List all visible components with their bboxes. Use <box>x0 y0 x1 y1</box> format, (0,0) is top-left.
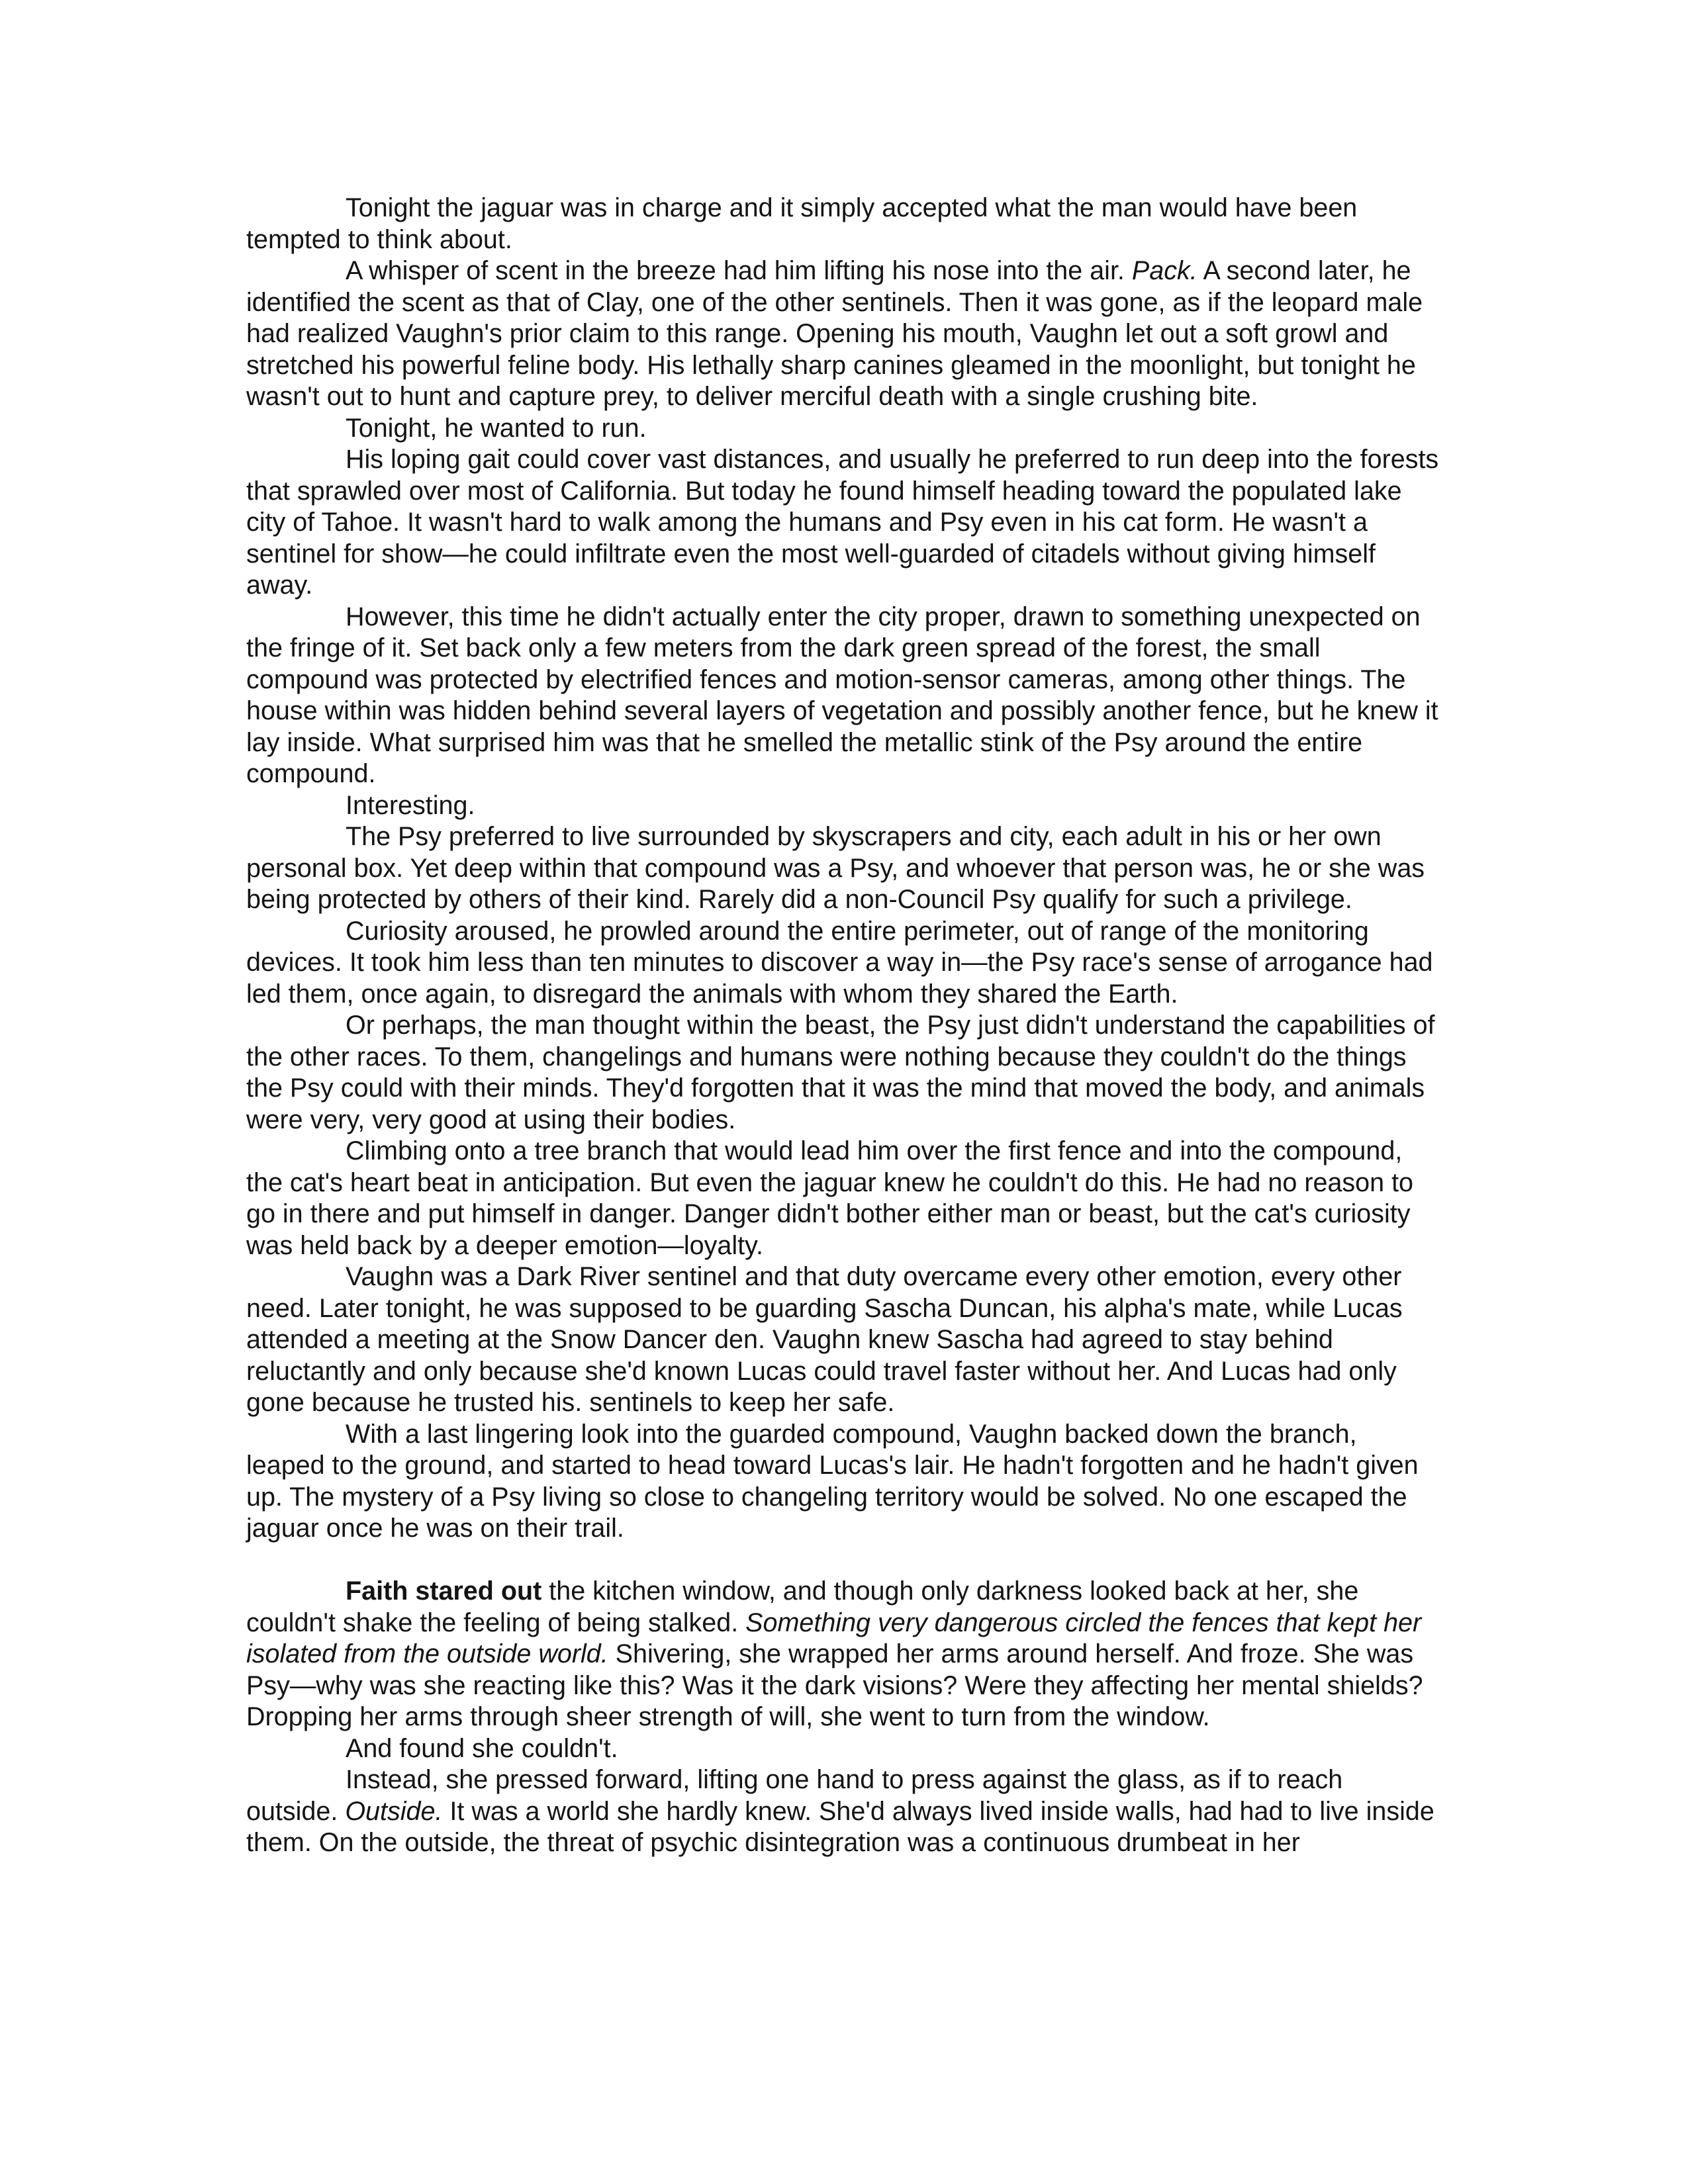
paragraph-3 <box>246 413 1441 445</box>
text-run: His loping gait could cover vast distances, and usually he preferred to run deep into the forests that sprawled over most of California. But today he found himself heading toward the populated lake city of Tahoe. It wasn't hard to walk among the humans and Psy even in his cat form. He wasn't a sentinel for show—he could infiltrate even the most well-guarded of citadels without giving himself away. <box>246 445 1439 600</box>
paragraph-7 <box>246 821 1441 916</box>
bold-lead-in: Faith stared out <box>346 1576 542 1606</box>
text-run: It was a world she hardly knew. She'd always lived inside walls, had had to live inside them. On the outside, the threat of psychic disintegration was a continuous drumbeat in her <box>246 1796 1434 1857</box>
scene-break <box>246 1545 1441 1576</box>
paragraph-15 <box>246 1764 1441 1859</box>
emphasis-text: Outside. <box>345 1796 443 1826</box>
text-run: However, this time he didn't actually enter the city proper, drawn to something unexpected on the fringe of it. Set back only a few meters from the dark green spread of the forest, the small compound was protected by electrified fences and motion-sensor cameras, among other things. The house within was hidden behind several layers of vegetation and possibly another fence, but he knew it lay inside. What surprised him was that he smelled the metallic stink of the Psy around the entire compound. <box>246 602 1438 788</box>
paragraph-13 <box>246 1576 1441 1733</box>
text-run: A second later, he identified the scent as that of Clay, one of the other sentinels. Then it was gone, as if the leopard male had realized Vaughn's prior claim to this range. Opening his mouth, Vaughn let out a soft growl and stretched his powerful feline body. His lethally sharp canines gleamed in the moonlight, but tonight he wasn't out to hunt and capture prey, to deliver merciful death with a single crushing bite. <box>246 256 1423 411</box>
paragraph-11 <box>246 1261 1441 1419</box>
text-run: Or perhaps, the man thought within the beast, the Psy just didn't understand the capabilities of the other races. To them, changelings and humans were nothing because they couldn't do the things the Psy could with their minds. They'd forgotten that it was the mind that moved the body, and animals were very, very good at using their bodies. <box>246 1011 1435 1134</box>
paragraph-9 <box>246 1010 1441 1136</box>
emphasis-text: Something very dangerous circled the fences that kept her isolated from the outside world. <box>246 1608 1422 1668</box>
paragraph-8 <box>246 916 1441 1011</box>
text-run: Tonight the jaguar was in charge and it simply accepted what the man would have been tempted to think about. <box>246 193 1358 254</box>
paragraph-14 <box>246 1733 1441 1765</box>
text-run: Vaughn was a Dark River sentinel and that duty overcame every other emotion, every other need. Later tonight, he was supposed to be guarding Sascha Duncan, his alpha's mate, while Lucas attended a meeting at the Snow Dancer den. Vaughn knew Sascha had agreed to stay behind reluctantly and only because she'd known Lucas could travel faster without her. And Lucas had only gone because he trusted his. sentinels to keep her safe. <box>246 1262 1403 1417</box>
emphasis-text: Pack. <box>1131 256 1197 285</box>
text-run: Tonight, he wanted to run. <box>346 413 647 443</box>
text-run: Climbing onto a tree branch that would lead him over the first fence and into the compound, the cat's heart beat in anticipation. But even the jaguar knew he couldn't do this. He had no reason to go in there and put himself in danger. Danger didn't bother either man or beast, but the cat's curiosity was held back by a deeper emotion—loyalty. <box>246 1136 1414 1260</box>
paragraph-10 <box>246 1136 1441 1261</box>
text-run: the kitchen window, and though only darkness looked back at her, she couldn't shake the feeling of being stalked. <box>246 1576 1359 1637</box>
paragraph-2 <box>246 255 1441 413</box>
text-run: A whisper of scent in the breeze had him lifting his nose into the air. <box>346 256 1132 285</box>
text-run: And found she couldn't. <box>346 1733 618 1763</box>
paragraph-12 <box>246 1419 1441 1545</box>
text-run: Instead, she pressed forward, lifting one hand to press against the glass, as if to reach outside. <box>246 1765 1343 1826</box>
paragraph-4 <box>246 444 1441 602</box>
text-run: With a last lingering look into the guarded compound, Vaughn backed down the branch, leaped to the ground, and started to head toward Lucas's lair. He hadn't forgotten and he hadn't given up. The mystery of a Psy living so close to changeling territory would be solved. No one escaped the jaguar once he was on their trail. <box>246 1419 1419 1543</box>
text-run: Interesting. <box>346 790 475 820</box>
text-run: Curiosity aroused, he prowled around the entire perimeter, out of range of the monitoring devices. It took him less than ten minutes to discover a way in—the Psy race's sense of arrogance had led them, once again, to disregard the animals with whom they shared the Earth. <box>246 916 1433 1009</box>
text-run: The Psy preferred to live surrounded by skyscrapers and city, each adult in his or her own personal box. Yet deep within that compound was a Psy, and whoever that person was, he or she was being protected by others of their kind. Rarely did a non-Council Psy qualify for such a privilege. <box>246 822 1425 914</box>
paragraph-5 <box>246 602 1441 790</box>
text-run: Shivering, she wrapped her arms around herself. And froze. She was Psy—why was she reacting like this? Was it the dark visions? Were they affecting her mental shields? Dropping her arms through sheer strength of will, she went to turn from the window. <box>246 1639 1423 1731</box>
paragraph-6 <box>246 790 1441 822</box>
paragraph-1 <box>246 193 1441 255</box>
body-text <box>246 193 1441 1859</box>
